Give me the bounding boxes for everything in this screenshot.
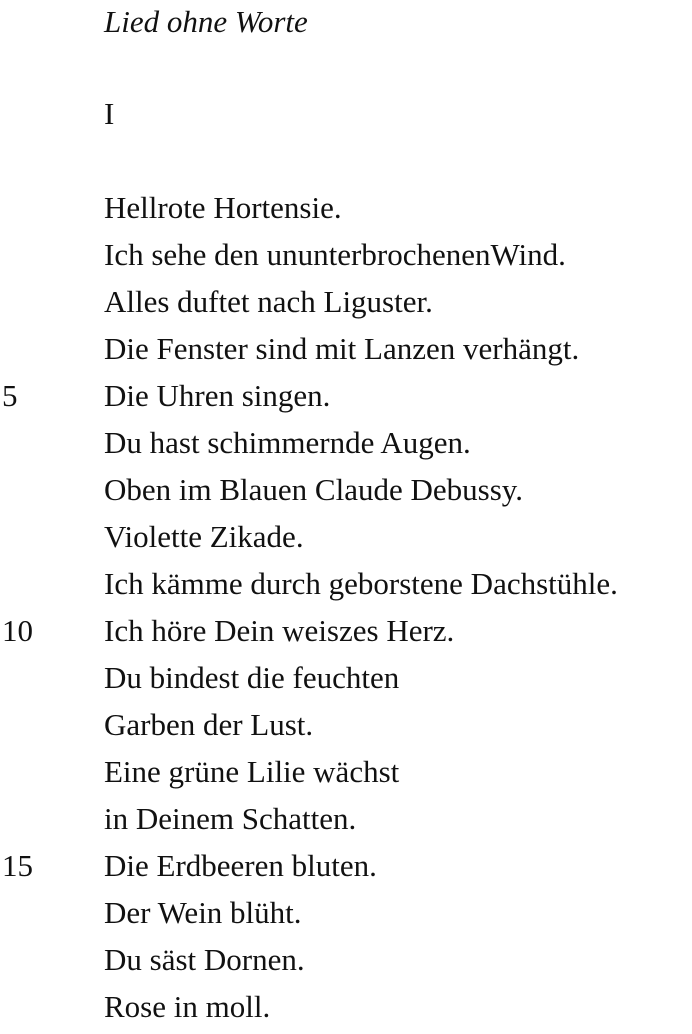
poem-line bbox=[0, 188, 692, 235]
line-text: Du bindest die feuchten bbox=[104, 660, 400, 695]
line-text: Ich sehe den ununterbrochenenWind. bbox=[104, 237, 566, 272]
line-text: Rose in moll. bbox=[104, 989, 271, 1024]
poem-line bbox=[0, 329, 692, 376]
section-numeral: I bbox=[104, 96, 115, 131]
line-number: 15 bbox=[2, 848, 33, 883]
line-text: Garben der Lust. bbox=[104, 707, 314, 742]
line-text: Du hast schimmernde Augen. bbox=[104, 425, 471, 460]
poem-line bbox=[0, 893, 692, 940]
poem-line bbox=[0, 517, 692, 564]
poem-line bbox=[0, 799, 692, 846]
line-text: Eine grüne Lilie wächst bbox=[104, 754, 400, 789]
poem-line bbox=[0, 705, 692, 752]
line-text: Ich höre Dein weiszes Herz. bbox=[104, 613, 455, 648]
poem-body bbox=[0, 188, 692, 1034]
line-text: Oben im Blauen Claude Debussy. bbox=[104, 472, 523, 507]
line-text: Die Uhren singen. bbox=[104, 378, 331, 413]
poem-line bbox=[0, 235, 692, 282]
line-text: Die Erdbeeren bluten. bbox=[104, 848, 377, 883]
poem-line bbox=[0, 470, 692, 517]
line-text: Ich kämme durch geborstene Dachstühle. bbox=[104, 566, 618, 601]
poem-line bbox=[0, 376, 692, 423]
poem-line bbox=[0, 564, 692, 611]
poem-title: Lied ohne Worte bbox=[104, 4, 308, 39]
poem-line bbox=[0, 658, 692, 705]
line-text: Alles duftet nach Liguster. bbox=[104, 284, 433, 319]
poem-line bbox=[0, 282, 692, 329]
line-number: 5 bbox=[2, 378, 18, 413]
line-number: 10 bbox=[2, 613, 33, 648]
line-text: Du säst Dornen. bbox=[104, 942, 305, 977]
poem-line bbox=[0, 987, 692, 1034]
poem-line bbox=[0, 423, 692, 470]
poem-line bbox=[0, 752, 692, 799]
poem-line bbox=[0, 846, 692, 893]
line-text: Der Wein blüht. bbox=[104, 895, 302, 930]
poem-line bbox=[0, 940, 692, 987]
line-text: Hellrote Hortensie. bbox=[104, 190, 342, 225]
line-text: Die Fenster sind mit Lanzen verhängt. bbox=[104, 331, 580, 366]
poem-line bbox=[0, 611, 692, 658]
line-text: in Deinem Schatten. bbox=[104, 801, 357, 836]
line-text: Violette Zikade. bbox=[104, 519, 304, 554]
